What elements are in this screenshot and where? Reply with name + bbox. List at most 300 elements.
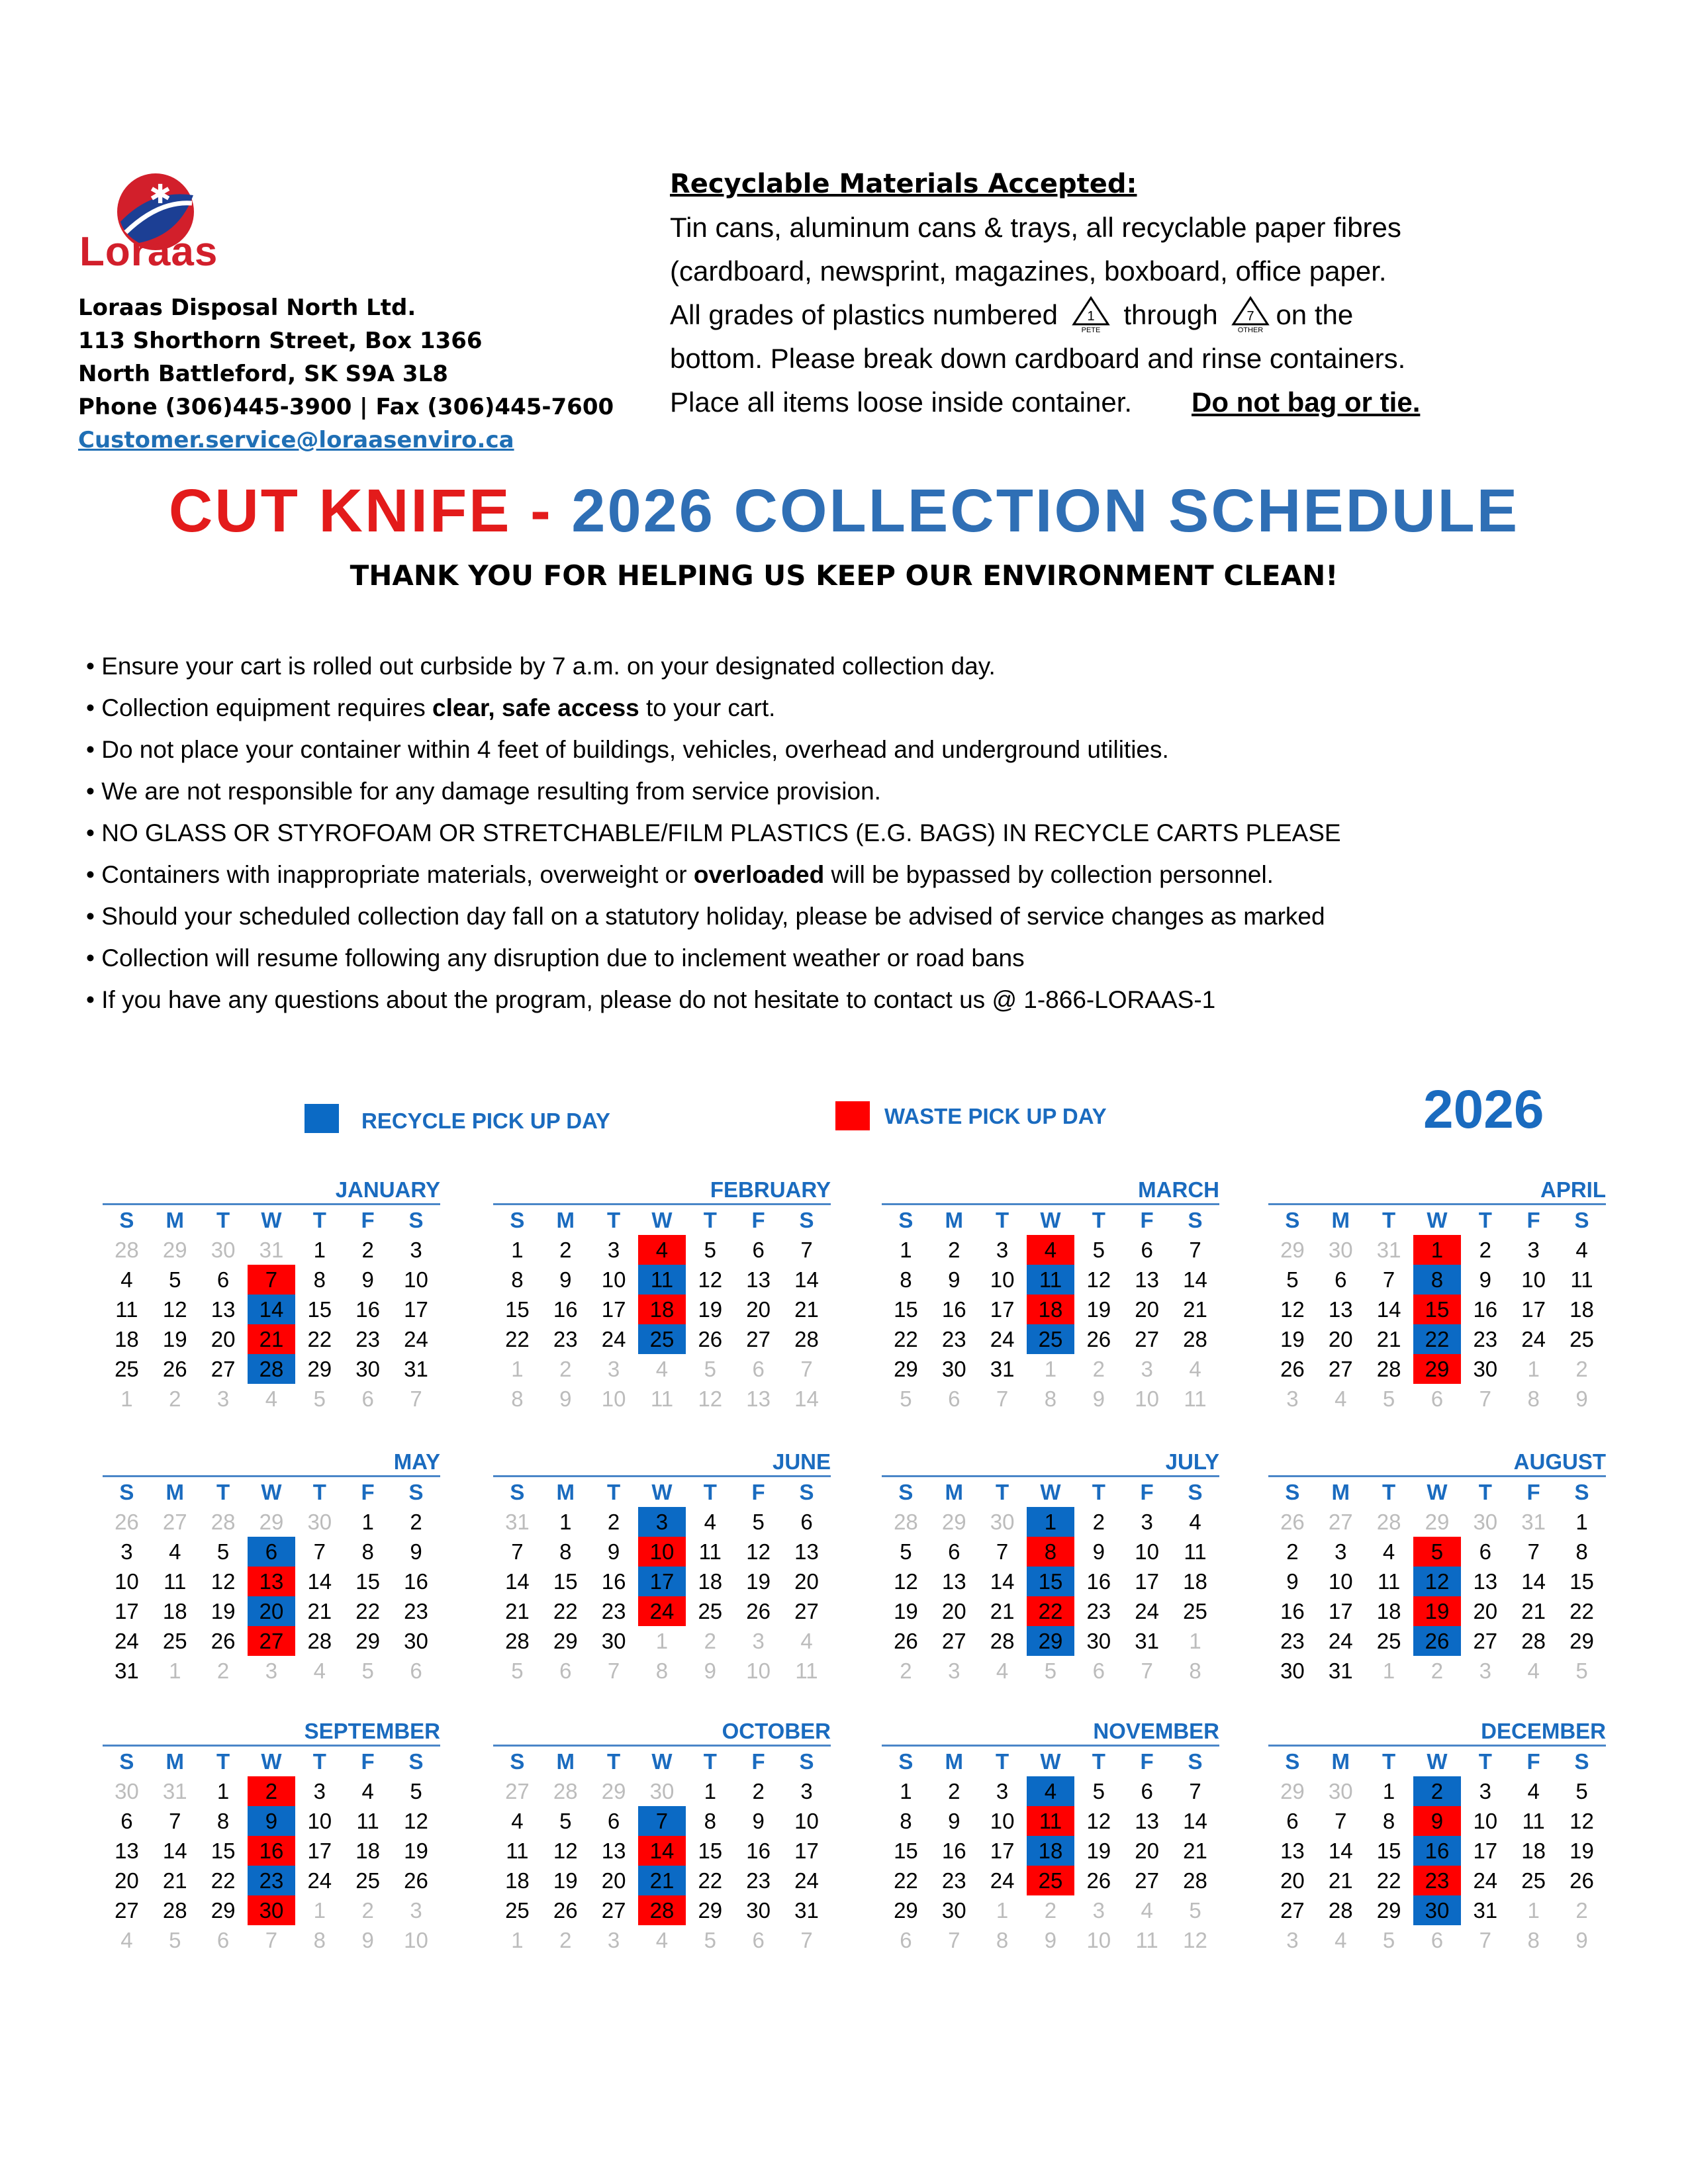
day-cell: 17 — [115, 1598, 139, 1623]
waste-day-cell: 4 — [638, 1235, 686, 1265]
recycle-day-cell: 4 — [1027, 1776, 1075, 1806]
weekday-header: T — [1382, 1749, 1396, 1774]
adjacent-month-day-cell: 14 — [794, 1386, 819, 1411]
adjacent-month-day-cell: 30 — [307, 1509, 332, 1534]
weekday-header: M — [1331, 1749, 1350, 1774]
day-cell: 21 — [1328, 1868, 1353, 1893]
day-cell: 5 — [1092, 1237, 1105, 1262]
adjacent-month-day-cell: 1 — [996, 1897, 1009, 1923]
adjacent-month-day-cell: 29 — [1280, 1237, 1305, 1262]
month-name: AUGUST — [1268, 1449, 1606, 1477]
adjacent-month-day-cell: 3 — [1479, 1658, 1491, 1683]
day-cell: 13 — [601, 1838, 626, 1863]
day-cell: 31 — [990, 1356, 1015, 1381]
recyclables-heading: Recyclable Materials Accepted: — [670, 169, 1137, 199]
adjacent-month-day-cell: 7 — [996, 1386, 1009, 1411]
adjacent-month-day-cell: 12 — [1183, 1927, 1207, 1952]
adjacent-month-day-cell: 1 — [1527, 1897, 1540, 1923]
weekday-header: W — [651, 1479, 673, 1504]
day-cell: 27 — [115, 1897, 139, 1923]
adjacent-month-day-cell: 2 — [1044, 1897, 1057, 1923]
adjacent-month-day-cell: 2 — [559, 1356, 572, 1381]
month-july — [882, 1449, 1219, 1686]
adjacent-month-day-cell: 31 — [259, 1237, 284, 1262]
adjacent-month-day-cell: 29 — [162, 1237, 187, 1262]
recycle-day-cell: 21 — [638, 1866, 686, 1895]
day-cell: 30 — [601, 1628, 626, 1653]
weekday-header: F — [361, 1749, 375, 1774]
day-cell: 4 — [1575, 1237, 1588, 1262]
day-cell: 19 — [1280, 1326, 1305, 1351]
adjacent-month-day-cell: 4 — [1527, 1658, 1540, 1683]
adjacent-month-day-cell: 5 — [704, 1927, 716, 1952]
day-cell: 6 — [1479, 1539, 1491, 1564]
day-cell: 24 — [115, 1628, 139, 1653]
adjacent-month-day-cell: 5 — [704, 1356, 716, 1381]
weekday-header: S — [1574, 1749, 1589, 1774]
month-may — [103, 1449, 440, 1686]
day-cell: 15 — [211, 1838, 236, 1863]
day-cell: 24 — [601, 1326, 626, 1351]
month-name: NOVEMBER — [882, 1718, 1219, 1747]
day-cell: 13 — [211, 1297, 236, 1322]
day-cell: 20 — [1135, 1838, 1159, 1863]
day-cell: 7 — [1189, 1237, 1201, 1262]
day-cell: 16 — [553, 1297, 578, 1322]
day-cell: 25 — [505, 1897, 530, 1923]
waste-day-cell: 14 — [638, 1836, 686, 1866]
day-cell: 25 — [162, 1628, 187, 1653]
weekday-header: T — [607, 1207, 621, 1232]
day-cell: 6 — [216, 1267, 230, 1292]
waste-day-cell: 24 — [638, 1596, 686, 1626]
weekday-header: W — [1427, 1479, 1448, 1504]
thank-you-banner: THANK YOU FOR HELPING US KEEP OUR ENVIRONMENT CLEAN! — [350, 559, 1338, 592]
schedule-title: 2026 COLLECTION SCHEDULE — [571, 477, 1520, 545]
day-cell: 27 — [1328, 1356, 1353, 1381]
day-cell: 7 — [800, 1237, 813, 1262]
adjacent-month-day-cell: 1 — [1382, 1658, 1395, 1683]
day-cell: 14 — [1183, 1808, 1207, 1833]
adjacent-month-day-cell: 27 — [162, 1509, 187, 1534]
adjacent-month-day-cell: 3 — [216, 1386, 230, 1411]
day-cell: 14 — [1328, 1838, 1353, 1863]
day-cell: 12 — [211, 1569, 236, 1594]
svg-text:7: 7 — [1246, 309, 1255, 324]
day-cell: 12 — [1280, 1297, 1305, 1322]
day-cell: 2 — [361, 1237, 374, 1262]
month-february — [493, 1177, 831, 1414]
weekday-header: S — [898, 1749, 914, 1774]
adjacent-month-day-cell: 7 — [800, 1927, 813, 1952]
adjacent-month-day-cell: 2 — [900, 1658, 912, 1683]
weekday-header: W — [651, 1749, 673, 1774]
month-name: DECEMBER — [1268, 1718, 1606, 1747]
day-cell: 3 — [120, 1539, 133, 1564]
svg-text:PETE: PETE — [1081, 326, 1101, 334]
day-cell: 17 — [307, 1838, 332, 1863]
adjacent-month-day-cell: 8 — [655, 1658, 669, 1683]
plastics-text: All grades of plastics numbered — [670, 299, 1058, 330]
day-cell: 30 — [1086, 1628, 1111, 1653]
adjacent-month-day-cell: 1 — [655, 1628, 669, 1653]
day-cell: 16 — [355, 1297, 380, 1322]
day-cell: 24 — [794, 1868, 819, 1893]
day-cell: 8 — [216, 1808, 230, 1833]
day-cell: 1 — [313, 1237, 326, 1262]
waste-day-cell: 1 — [1413, 1235, 1462, 1265]
day-cell: 17 — [1135, 1569, 1159, 1594]
day-cell: 31 — [404, 1356, 428, 1381]
day-cell: 10 — [1473, 1808, 1498, 1833]
adjacent-month-day-cell: 29 — [601, 1778, 626, 1803]
adjacent-month-day-cell: 8 — [1527, 1386, 1540, 1411]
waste-day-cell: 16 — [248, 1836, 296, 1866]
weekday-header: M — [556, 1479, 575, 1504]
adjacent-month-day-cell: 7 — [265, 1927, 278, 1952]
day-cell: 18 — [162, 1598, 187, 1623]
company-info — [78, 291, 614, 457]
day-cell: 31 — [115, 1658, 139, 1683]
day-cell: 30 — [1473, 1356, 1498, 1381]
adjacent-month-day-cell: 7 — [607, 1658, 620, 1683]
through-text: through — [1123, 299, 1218, 330]
weekday-header: M — [945, 1479, 964, 1504]
day-cell: 2 — [1479, 1237, 1491, 1262]
weekday-header: W — [261, 1207, 282, 1232]
day-cell: 9 — [607, 1539, 620, 1564]
day-cell: 3 — [996, 1237, 1009, 1262]
day-cell: 12 — [1570, 1808, 1594, 1833]
adjacent-month-day-cell: 9 — [559, 1386, 572, 1411]
weekday-header: S — [408, 1479, 424, 1504]
recycle-day-cell: 25 — [638, 1324, 686, 1354]
day-cell: 17 — [990, 1838, 1015, 1863]
day-cell: 24 — [1135, 1598, 1159, 1623]
day-cell: 23 — [1473, 1326, 1498, 1351]
recycle-day-cell: 11 — [638, 1265, 686, 1295]
adjacent-month-day-cell: 7 — [1479, 1927, 1491, 1952]
recycle-day-cell: 23 — [248, 1866, 296, 1895]
weekday-header: T — [312, 1749, 326, 1774]
day-cell: 3 — [800, 1778, 813, 1803]
day-cell: 19 — [553, 1868, 578, 1893]
day-cell: 4 — [511, 1808, 524, 1833]
day-cell: 14 — [1183, 1267, 1207, 1292]
waste-day-cell: 27 — [248, 1626, 296, 1656]
day-cell: 22 — [1376, 1868, 1401, 1893]
adjacent-month-day-cell: 1 — [511, 1927, 524, 1952]
day-cell: 6 — [752, 1237, 765, 1262]
day-cell: 25 — [1521, 1868, 1546, 1893]
recycle-day-cell: 8 — [1413, 1265, 1462, 1295]
recycle-day-cell: 9 — [248, 1806, 296, 1836]
weekday-header: T — [996, 1479, 1009, 1504]
weekday-header: S — [898, 1207, 914, 1232]
adjacent-month-day-cell: 5 — [361, 1658, 374, 1683]
day-cell: 20 — [794, 1569, 819, 1594]
weekday-header: S — [799, 1749, 814, 1774]
day-cell: 1 — [1382, 1778, 1395, 1803]
month-april — [1268, 1177, 1606, 1414]
weekday-header: M — [556, 1207, 575, 1232]
day-cell: 28 — [1183, 1868, 1207, 1893]
day-cell: 23 — [601, 1598, 626, 1623]
waste-legend-swatch — [835, 1101, 870, 1130]
weekday-header: W — [1427, 1749, 1448, 1774]
adjacent-month-day-cell: 6 — [361, 1386, 374, 1411]
weekday-header: S — [1188, 1207, 1203, 1232]
day-cell: 13 — [1473, 1569, 1498, 1594]
weekday-header: S — [510, 1207, 525, 1232]
adjacent-month-day-cell: 8 — [1189, 1658, 1201, 1683]
recycle-legend-label: RECYCLE PICK UP DAY — [361, 1109, 610, 1133]
adjacent-month-day-cell: 8 — [1527, 1927, 1540, 1952]
day-cell: 24 — [1521, 1326, 1546, 1351]
adjacent-month-day-cell: 5 — [1189, 1897, 1201, 1923]
day-cell: 12 — [553, 1838, 578, 1863]
day-cell: 17 — [1521, 1297, 1546, 1322]
day-cell: 2 — [559, 1237, 572, 1262]
month-name: JULY — [882, 1449, 1219, 1477]
day-cell: 19 — [698, 1297, 723, 1322]
day-cell: 24 — [990, 1868, 1015, 1893]
day-cell: 26 — [1280, 1356, 1305, 1381]
day-cell: 20 — [601, 1868, 626, 1893]
adjacent-month-day-cell: 3 — [265, 1658, 278, 1683]
recycle-day-cell: 25 — [1027, 1324, 1075, 1354]
day-cell: 11 — [356, 1808, 379, 1833]
day-cell: 10 — [990, 1808, 1015, 1833]
day-cell: 10 — [990, 1267, 1015, 1292]
day-cell: 29 — [553, 1628, 578, 1653]
day-cell: 3 — [1141, 1509, 1153, 1534]
day-cell: 23 — [941, 1868, 966, 1893]
day-cell: 17 — [1473, 1838, 1498, 1863]
day-cell: 21 — [1521, 1598, 1546, 1623]
day-cell: 4 — [1382, 1539, 1395, 1564]
adjacent-month-day-cell: 2 — [216, 1658, 230, 1683]
weekday-header: W — [1040, 1749, 1061, 1774]
day-cell: 5 — [1286, 1267, 1299, 1292]
day-cell: 22 — [894, 1868, 918, 1893]
day-cell: 2 — [410, 1509, 422, 1534]
adjacent-month-day-cell: 7 — [1479, 1386, 1491, 1411]
weekday-header: M — [165, 1749, 185, 1774]
waste-day-cell: 13 — [248, 1567, 296, 1596]
day-cell: 9 — [361, 1267, 374, 1292]
adjacent-month-day-cell: 9 — [704, 1658, 716, 1683]
day-cell: 1 — [361, 1509, 374, 1534]
adjacent-month-day-cell: 2 — [361, 1897, 374, 1923]
weekday-header: S — [1285, 1749, 1300, 1774]
day-cell: 26 — [162, 1356, 187, 1381]
day-cell: 6 — [1141, 1237, 1153, 1262]
note-item: • Should your scheduled collection day fall on a statutory holiday, please be advised of service changes as marked — [86, 903, 1325, 930]
day-cell: 27 — [941, 1628, 966, 1653]
month-name: OCTOBER — [493, 1718, 831, 1747]
weekday-header: M — [1331, 1479, 1350, 1504]
day-cell: 29 — [211, 1897, 236, 1923]
adjacent-month-day-cell: 1 — [120, 1386, 133, 1411]
day-cell: 10 — [115, 1569, 139, 1594]
day-cell: 6 — [1335, 1267, 1347, 1292]
note-item: • We are not responsible for any damage resulting from service provision. — [86, 778, 881, 805]
recycle-day-cell: 15 — [1027, 1567, 1075, 1596]
day-cell: 1 — [900, 1778, 912, 1803]
day-cell: 29 — [894, 1897, 918, 1923]
day-cell: 5 — [704, 1237, 716, 1262]
day-cell: 6 — [800, 1509, 813, 1534]
day-cell: 26 — [698, 1326, 723, 1351]
day-cell: 10 — [601, 1267, 626, 1292]
waste-day-cell: 28 — [638, 1895, 686, 1925]
month-november — [882, 1718, 1219, 1955]
day-cell: 10 — [1328, 1569, 1353, 1594]
recycle-day-cell: 2 — [1413, 1776, 1462, 1806]
notes-list — [86, 645, 1341, 1021]
company-street: 113 Shorthorn Street, Box 1366 — [78, 328, 483, 354]
adjacent-month-day-cell: 2 — [1430, 1658, 1444, 1683]
note-item: • Collection equipment requires clear, safe access to your cart. — [86, 694, 776, 721]
recyclables-line-2: (cardboard, newsprint, magazines, boxboard, office paper. — [670, 255, 1387, 287]
weekday-header: S — [1285, 1207, 1300, 1232]
day-cell: 18 — [505, 1868, 530, 1893]
recycle-1-pete-icon — [1070, 295, 1112, 334]
day-cell: 5 — [1092, 1778, 1105, 1803]
weekday-header: S — [1188, 1749, 1203, 1774]
day-cell: 13 — [1135, 1267, 1159, 1292]
day-cell: 15 — [894, 1838, 918, 1863]
recycle-day-cell: 18 — [1027, 1836, 1075, 1866]
adjacent-month-day-cell: 5 — [313, 1386, 326, 1411]
adjacent-month-day-cell: 7 — [800, 1356, 813, 1381]
weekday-header: M — [165, 1479, 185, 1504]
day-cell: 3 — [313, 1778, 326, 1803]
adjacent-month-day-cell: 10 — [746, 1658, 771, 1683]
adjacent-month-day-cell: 10 — [1135, 1386, 1159, 1411]
adjacent-month-day-cell: 30 — [1328, 1237, 1353, 1262]
day-cell: 19 — [1086, 1838, 1111, 1863]
weekday-header: F — [361, 1207, 375, 1232]
day-cell: 16 — [941, 1838, 966, 1863]
day-cell: 6 — [120, 1808, 133, 1833]
adjacent-month-day-cell: 30 — [211, 1237, 236, 1262]
adjacent-month-day-cell: 8 — [996, 1927, 1009, 1952]
day-cell: 3 — [1479, 1778, 1491, 1803]
weekday-header: T — [996, 1207, 1009, 1232]
adjacent-month-day-cell: 10 — [601, 1386, 626, 1411]
day-cell: 26 — [746, 1598, 771, 1623]
recyclables-line-4: bottom. Please break down cardboard and rinse containers. — [670, 343, 1406, 374]
recycle-day-cell: 7 — [638, 1806, 686, 1836]
adjacent-month-day-cell: 30 — [990, 1509, 1015, 1534]
month-name: JANUARY — [103, 1177, 440, 1205]
adjacent-month-day-cell: 5 — [1382, 1927, 1395, 1952]
weekday-header: T — [1092, 1479, 1105, 1504]
email-link[interactable]: Customer.service@loraasenviro.ca — [78, 427, 514, 453]
day-cell: 19 — [1570, 1838, 1594, 1863]
adjacent-month-day-cell: 6 — [1092, 1658, 1105, 1683]
day-cell: 19 — [746, 1569, 771, 1594]
recycle-legend-swatch — [305, 1104, 339, 1133]
waste-day-cell: 23 — [1413, 1866, 1462, 1895]
adjacent-month-day-cell: 3 — [1286, 1386, 1299, 1411]
day-cell: 3 — [1335, 1539, 1347, 1564]
day-cell: 21 — [1376, 1326, 1401, 1351]
day-cell: 28 — [162, 1897, 187, 1923]
day-cell: 5 — [216, 1539, 230, 1564]
day-cell: 9 — [559, 1267, 572, 1292]
day-cell: 17 — [404, 1297, 428, 1322]
adjacent-month-day-cell: 4 — [265, 1386, 278, 1411]
weekday-header: S — [119, 1749, 134, 1774]
adjacent-month-day-cell: 7 — [948, 1927, 961, 1952]
recycle-day-cell: 22 — [1413, 1324, 1462, 1354]
waste-day-cell: 10 — [638, 1537, 686, 1567]
weekday-header: M — [1331, 1207, 1350, 1232]
day-cell: 8 — [704, 1808, 716, 1833]
waste-day-cell: 11 — [1027, 1806, 1075, 1836]
adjacent-month-day-cell: 5 — [511, 1658, 524, 1683]
day-cell: 22 — [553, 1598, 578, 1623]
day-cell: 5 — [900, 1539, 912, 1564]
adjacent-month-day-cell: 9 — [1044, 1927, 1057, 1952]
adjacent-month-day-cell: 2 — [169, 1386, 181, 1411]
adjacent-month-day-cell: 6 — [1430, 1927, 1444, 1952]
adjacent-month-day-cell: 4 — [996, 1658, 1009, 1683]
day-cell: 22 — [698, 1868, 723, 1893]
recycle-day-cell: 20 — [248, 1596, 296, 1626]
weekday-header: T — [216, 1207, 230, 1232]
day-cell: 26 — [1570, 1868, 1594, 1893]
day-cell: 14 — [162, 1838, 187, 1863]
page-title: CUT KNIFE - 2026 COLLECTION SCHEDULE — [168, 477, 1520, 545]
company-city: North Battleford, SK S9A 3L8 — [78, 361, 448, 387]
day-cell: 9 — [1092, 1539, 1105, 1564]
adjacent-month-day-cell: 29 — [1425, 1509, 1450, 1534]
day-cell: 20 — [1280, 1868, 1305, 1893]
month-march — [882, 1177, 1219, 1414]
day-cell: 30 — [746, 1897, 771, 1923]
day-cell: 28 — [505, 1628, 530, 1653]
day-cell: 26 — [211, 1628, 236, 1653]
month-name: MAY — [103, 1449, 440, 1477]
day-cell: 8 — [511, 1267, 524, 1292]
day-cell: 28 — [307, 1628, 332, 1653]
svg-text:1: 1 — [1087, 309, 1095, 324]
adjacent-month-day-cell: 4 — [655, 1356, 669, 1381]
month-name: APRIL — [1268, 1177, 1606, 1205]
day-cell: 11 — [1184, 1539, 1207, 1564]
adjacent-month-day-cell: 30 — [649, 1778, 675, 1803]
day-cell: 2 — [948, 1237, 961, 1262]
day-cell: 29 — [1376, 1897, 1401, 1923]
day-cell: 1 — [1575, 1509, 1588, 1534]
adjacent-month-day-cell: 11 — [1184, 1386, 1207, 1411]
day-cell: 12 — [894, 1569, 918, 1594]
day-cell: 21 — [1183, 1838, 1207, 1863]
day-cell: 14 — [307, 1569, 332, 1594]
recycle-day-cell: 3 — [638, 1507, 686, 1537]
day-cell: 27 — [794, 1598, 819, 1623]
day-cell: 30 — [941, 1356, 966, 1381]
day-cell: 31 — [1135, 1628, 1159, 1653]
adjacent-month-day-cell: 30 — [1328, 1778, 1353, 1803]
adjacent-month-day-cell: 11 — [795, 1658, 818, 1683]
day-cell: 15 — [505, 1297, 530, 1322]
day-cell: 12 — [1086, 1808, 1111, 1833]
